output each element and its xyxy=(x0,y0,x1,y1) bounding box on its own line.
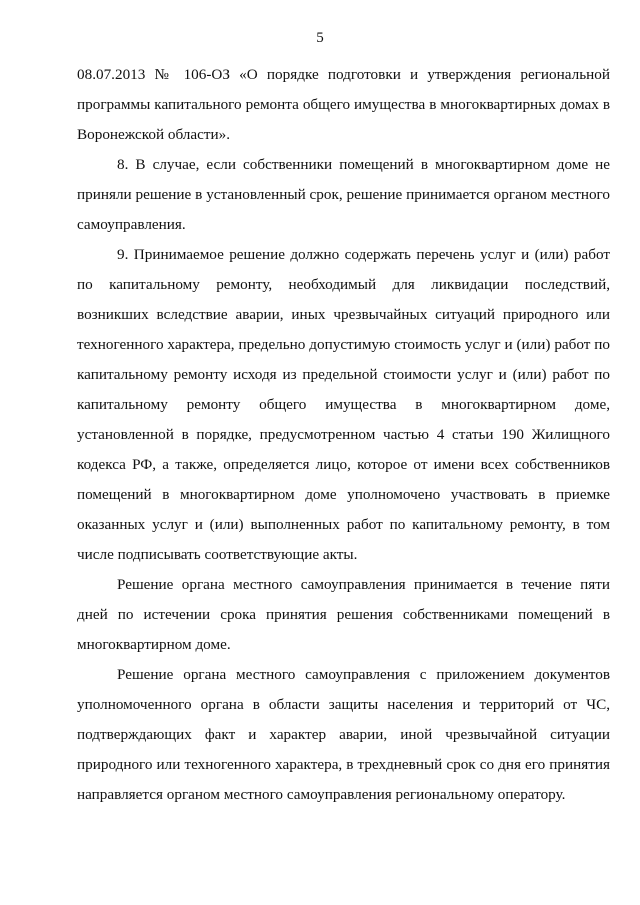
document-body xyxy=(77,60,610,810)
paragraph-decision-term: Решение органа местного самоуправления принимается в течение пяти дней по истечении срока принятия решения собственниками помещений в многоквартирном доме. xyxy=(77,576,610,653)
paragraph-item-8: 8. В случае, если собственники помещений в многоквартирном доме не приняли решение в установленный срок, решение принимается органом местного самоуправления. xyxy=(77,156,610,233)
paragraph-law-reference-continuation: 08.07.2013 № 106-ОЗ «О порядке подготовки и утверждения региональной программы капитального ремонта общего имущества в многоквартирных домах в Воронежской области». xyxy=(77,66,610,143)
paragraph-decision-transfer: Решение органа местного самоуправления с приложением документов уполномоченного органа в области защиты населения и территорий от ЧС, подтверждающих факт и характер аварии, иной чрезвычайной ситуации природного или техногенного характера, в трехдневный срок со дня его принятия направляется органом местного самоуправления региональному оператору. xyxy=(77,666,610,803)
page-number: 5 xyxy=(316,30,324,46)
paragraph-item-9: 9. Принимаемое решение должно содержать перечень услуг и (или) работ по капитальному ремонту, необходимый для ликвидации последствий, возникших вследствие аварии, иных чрезвычайных ситуаций природного или техногенного характера, предельно допустимую стоимость услуг и (или) работ по капитальному ремонту исходя из предельной стоимости услуг и (или) работ по капитальному ремонту общего имущества в многоквартирном доме, установленной в порядке, предусмотренном частью 4 статьи 190 Жилищного кодекса РФ, а также, определяется лицо, которое от имени всех собственников помещений в многоквартирном доме уполномочено участвовать в приемке оказанных услуг и (или) выполненных работ по капитальному ремонту, в том числе подписывать соответствующие акты. xyxy=(77,246,610,563)
